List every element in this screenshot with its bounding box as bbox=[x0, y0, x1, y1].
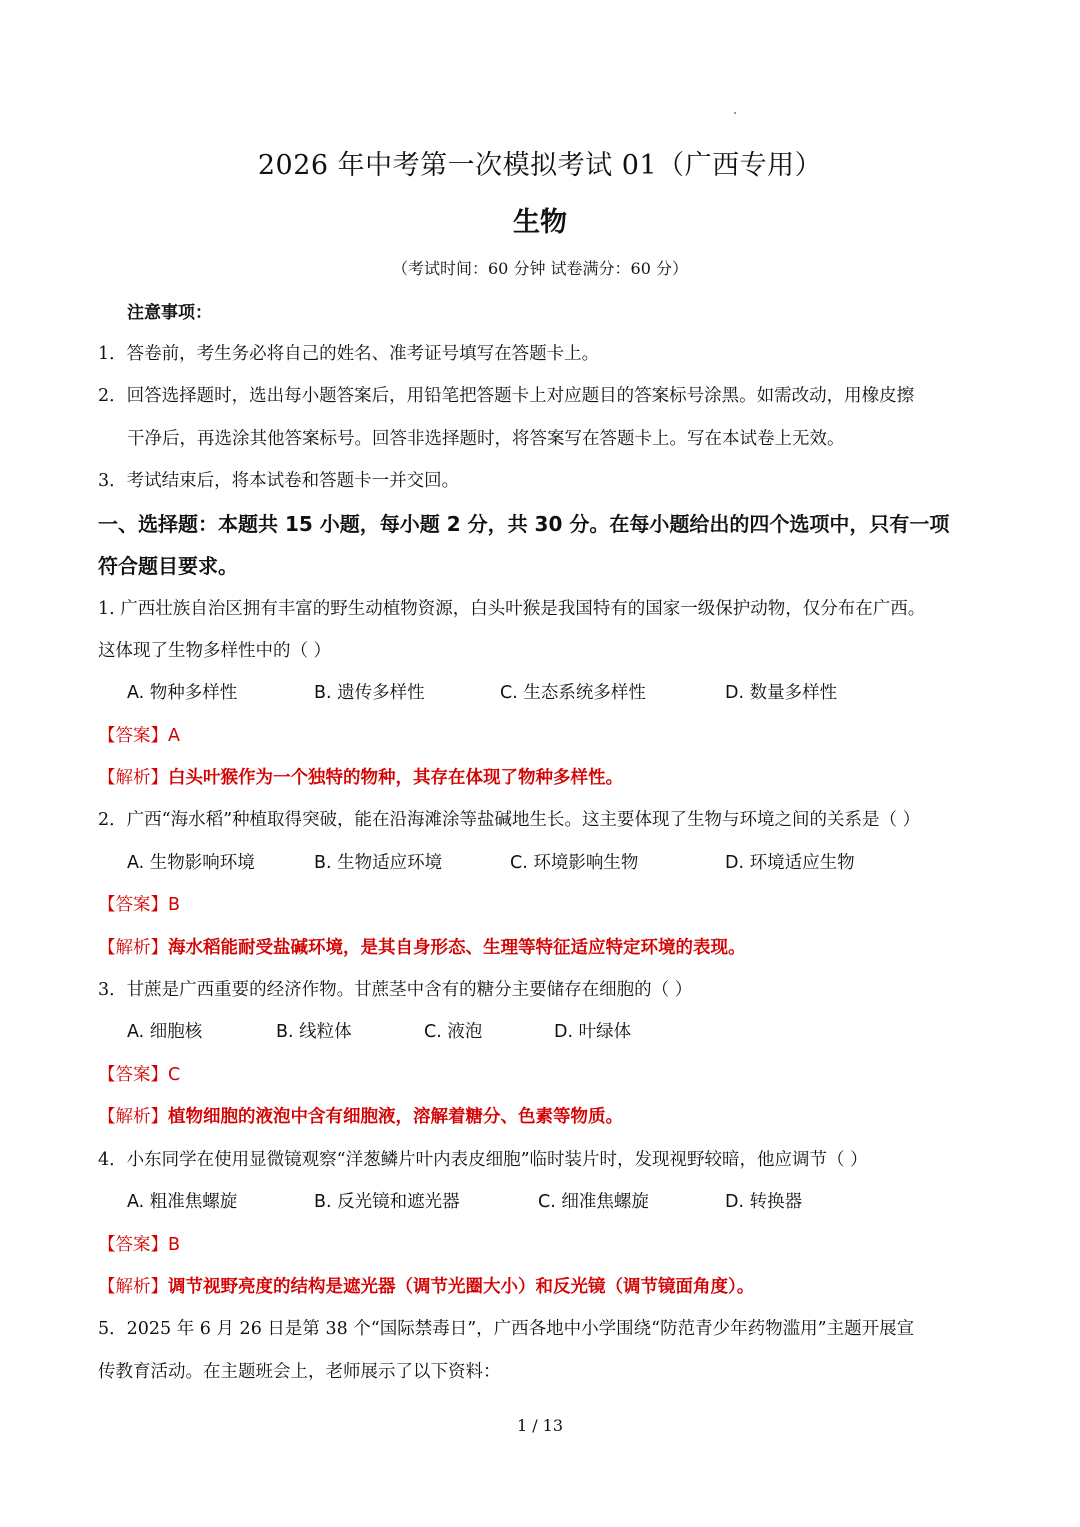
question-stem-cont: 传教育活动。在主题班会上，老师展示了以下资料： bbox=[98, 1362, 501, 1382]
answer-value: C bbox=[168, 1065, 181, 1085]
explanation-label: 【解析】 bbox=[98, 768, 168, 788]
option-b: B. 反光镜和遮光器 bbox=[314, 1192, 460, 1212]
question-stem: 3．甘蔗是广西重要的经济作物。甘蔗茎中含有的糖分主要储存在细胞的（ ） bbox=[98, 980, 693, 1000]
explanation-label: 【解析】 bbox=[98, 1277, 168, 1297]
answer-label: 【答案】 bbox=[98, 726, 168, 746]
question-stem: 4．小东同学在使用显微镜观察“洋葱鳞片叶内表皮细胞”临时装片时，发现视野较暗，他应调节（ ） bbox=[98, 1150, 868, 1170]
note-item: 1．答卷前，考生务必将自己的姓名、准考证号填写在答题卡上。 bbox=[98, 344, 600, 364]
speck-mark bbox=[734, 112, 736, 114]
answer-line bbox=[98, 1231, 180, 1256]
option-d: D. 转换器 bbox=[725, 1192, 803, 1212]
option-a: A. 粗准焦螺旋 bbox=[127, 1192, 238, 1212]
subject-title: 生物 bbox=[513, 207, 567, 238]
exam-title: 2026 年中考第一次模拟考试 01（广西专用） bbox=[257, 150, 823, 181]
option-b: B. 生物适应环境 bbox=[314, 853, 443, 873]
option-d: D. 叶绿体 bbox=[554, 1022, 632, 1042]
answer-label: 【答案】 bbox=[98, 895, 168, 915]
explanation-text: 植物细胞的液泡中含有细胞液，溶解着糖分、色素等物质。 bbox=[168, 1107, 623, 1127]
note-item: 2．回答选择题时，选出每小题答案后，用铅笔把答题卡上对应题目的答案标号涂黑。如需改动，用橡皮擦 bbox=[98, 386, 915, 406]
question-stem: 2．广西“海水稻”种植取得突破，能在沿海滩涂等盐碱地生长。这主要体现了生物与环境之间的关系是（ ） bbox=[98, 810, 921, 830]
note-item: 3．考试结束后，将本试卷和答题卡一并交回。 bbox=[98, 471, 460, 491]
question-stem-cont: 这体现了生物多样性中的（ ） bbox=[98, 641, 332, 661]
explanation-text: 白头叶猴作为一个独特的物种，其存在体现了物种多样性。 bbox=[168, 768, 623, 788]
answer-label: 【答案】 bbox=[98, 1065, 168, 1085]
page-number: 1 / 13 bbox=[516, 1416, 564, 1435]
answer-value: A bbox=[168, 726, 180, 746]
note-item: 干净后，再选涂其他答案标号。回答非选择题时，将答案写在答题卡上。写在本试卷上无效。 bbox=[127, 429, 845, 449]
option-b: B. 遗传多样性 bbox=[314, 683, 425, 703]
section-heading: 一、选择题：本题共 15 小题，每小题 2 分，共 30 分。在每小题给出的四个选项中，只有一项 bbox=[98, 512, 950, 536]
question-stem: 1. 广西壮族自治区拥有丰富的野生动植物资源，白头叶猴是我国特有的国家一级保护动物，仅分布在广西。 bbox=[98, 599, 926, 619]
answer-value: B bbox=[168, 895, 181, 915]
option-d: D. 环境适应生物 bbox=[725, 853, 855, 873]
option-c: C. 环境影响生物 bbox=[510, 853, 639, 873]
explanation-line bbox=[98, 1273, 754, 1298]
section-heading-cont: 符合题目要求。 bbox=[98, 554, 238, 578]
answer-line bbox=[98, 1061, 180, 1086]
answer-line bbox=[98, 891, 180, 916]
explanation-label: 【解析】 bbox=[98, 938, 168, 958]
explanation-line bbox=[98, 934, 746, 959]
answer-value: B bbox=[168, 1235, 181, 1255]
option-c: C. 生态系统多样性 bbox=[500, 683, 646, 703]
explanation-text: 调节视野亮度的结构是遮光器（调节光圈大小）和反光镜（调节镜面角度）。 bbox=[168, 1277, 755, 1297]
exam-info: （考试时间：60 分钟 试卷满分：60 分） bbox=[392, 259, 688, 278]
question-stem: 5．2025 年 6 月 26 日是第 38 个“国际禁毒日”，广西各地中小学围绕“防范青少年药物滥用”主题开展宣 bbox=[98, 1319, 915, 1339]
option-a: A. 物种多样性 bbox=[127, 683, 238, 703]
notes-heading: 注意事项： bbox=[127, 303, 212, 323]
option-c: C. 液泡 bbox=[424, 1022, 483, 1042]
explanation-line bbox=[98, 1103, 623, 1128]
option-d: D. 数量多样性 bbox=[725, 683, 838, 703]
option-a: A. 生物影响环境 bbox=[127, 853, 255, 873]
option-b: B. 线粒体 bbox=[276, 1022, 352, 1042]
option-c: C. 细准焦螺旋 bbox=[538, 1192, 649, 1212]
answer-line bbox=[98, 722, 180, 747]
explanation-label: 【解析】 bbox=[98, 1107, 168, 1127]
explanation-line bbox=[98, 764, 623, 789]
explanation-text: 海水稻能耐受盐碱环境，是其自身形态、生理等特征适应特定环境的表现。 bbox=[168, 938, 746, 958]
answer-label: 【答案】 bbox=[98, 1235, 168, 1255]
option-a: A. 细胞核 bbox=[127, 1022, 203, 1042]
